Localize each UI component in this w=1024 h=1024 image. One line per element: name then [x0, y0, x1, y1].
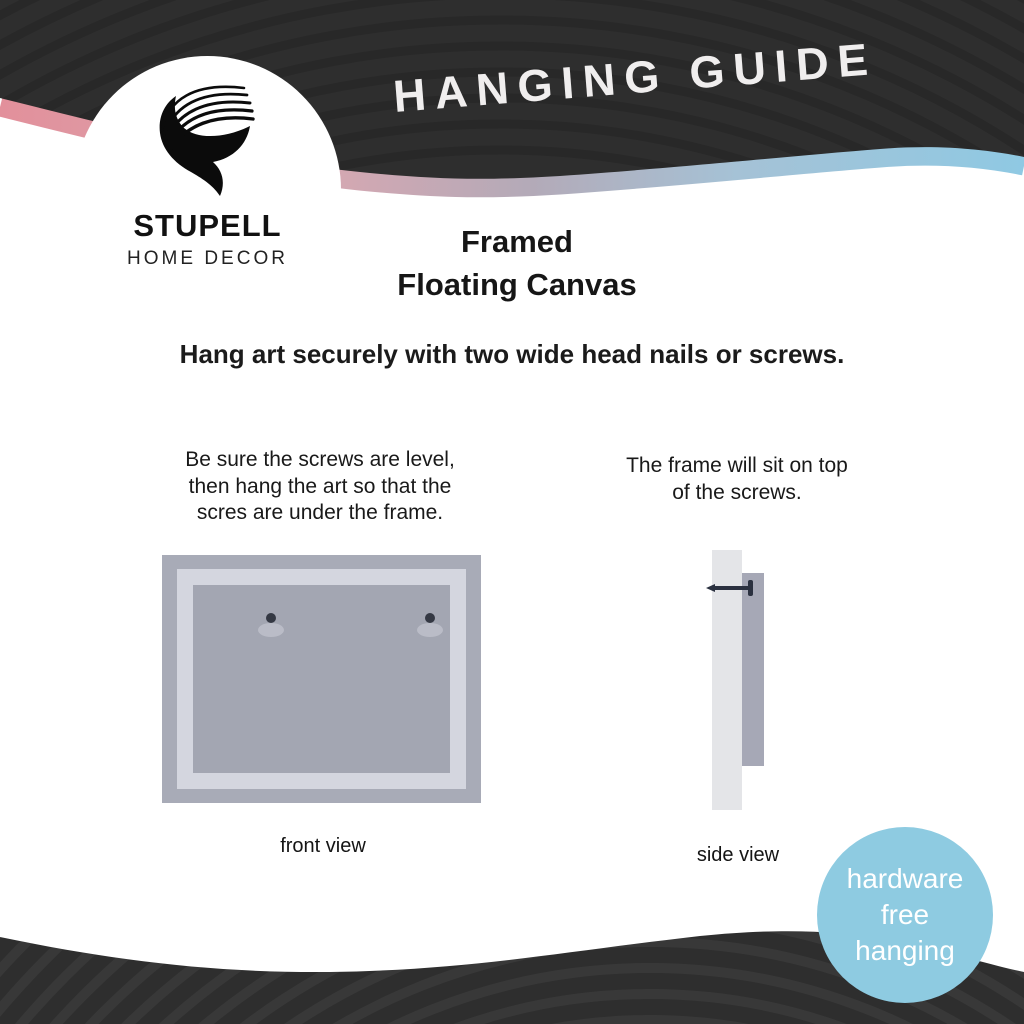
screw-left-icon — [266, 613, 276, 623]
screw-shadow — [258, 623, 284, 637]
side-instruction — [557, 453, 917, 506]
badge-line2: free — [880, 899, 930, 930]
side-instruction-line2: of the screws. — [672, 480, 802, 504]
front-instruction-line2: then hang the art so that the — [188, 474, 452, 498]
brand-tagline: HOME DECOR — [127, 248, 288, 269]
front-instruction-line1: Be sure the screws are level, — [185, 448, 455, 471]
screw-right-icon — [425, 613, 435, 623]
front-view-diagram — [162, 555, 481, 803]
side-view-caption: side view — [696, 844, 780, 866]
front-view-caption: front view — [280, 835, 366, 857]
product-title-line2: Floating Canvas — [397, 267, 637, 302]
side-view-frame-bar — [742, 573, 764, 766]
front-instruction-line3: scres are under the frame. — [196, 501, 444, 524]
page-title: HANGING GUIDE — [391, 33, 879, 122]
badge-line3: hanging — [855, 935, 955, 966]
product-title-line1: Framed — [461, 224, 573, 259]
brand-name: STUPELL — [133, 208, 282, 243]
hardware-free-badge — [817, 827, 993, 1003]
product-title — [317, 220, 717, 306]
front-instruction — [120, 447, 520, 527]
frame-canvas — [193, 585, 450, 773]
screw-shadow — [417, 623, 443, 637]
frame-mat — [177, 569, 466, 789]
subtitle: Hang art securely with two wide head nails or screws. — [179, 339, 845, 369]
badge-line1: hardware — [846, 863, 964, 894]
brand-logo-badge — [74, 56, 341, 323]
nail-head — [748, 580, 753, 596]
nail-shaft — [714, 586, 750, 590]
nail-icon — [708, 578, 756, 598]
side-instruction-line1: The frame will sit on top — [626, 454, 848, 477]
stupell-logo-icon — [150, 78, 265, 198]
